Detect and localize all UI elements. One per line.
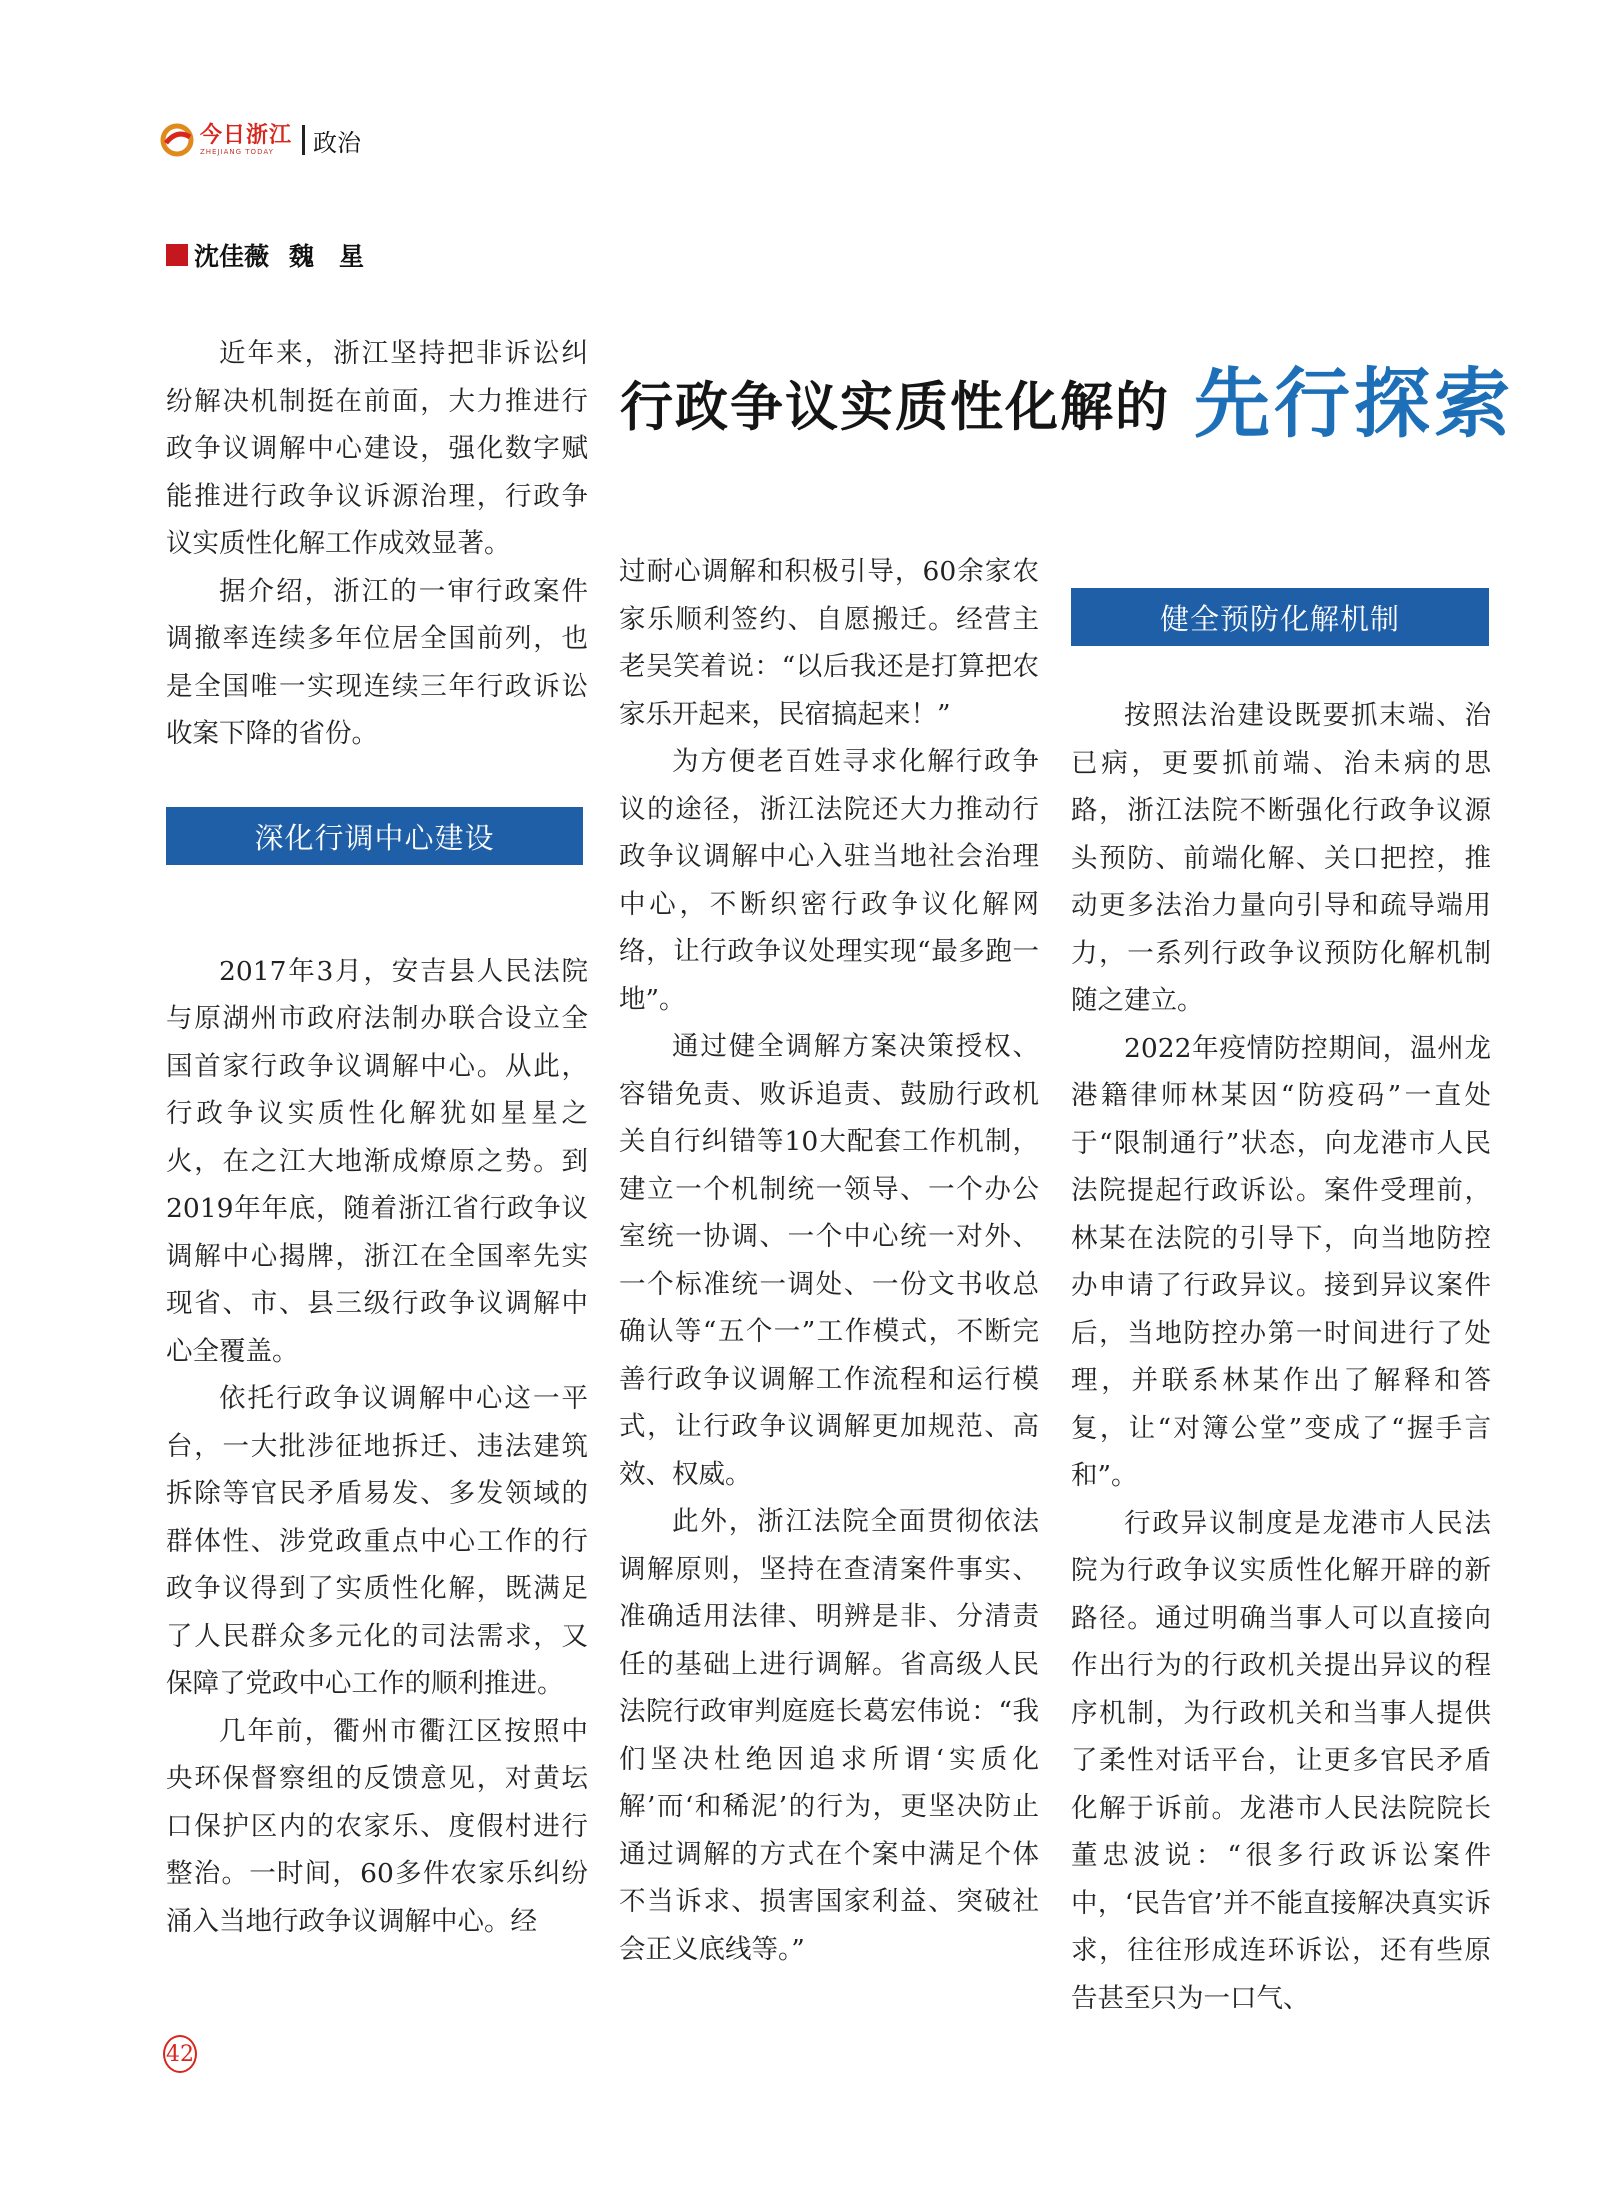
paragraph: 过耐心调解和积极引导，60余家农家乐顺利签约、自愿搬迁。经营主老吴笑着说：“以后我还是打算把农家乐开起来，民宿搞起来！” — [619, 556, 1039, 730]
paragraph: 此外，浙江法院全面贯彻依法调解原则，坚持在查清案件事实、准确适用法律、明辨是非、分清责任的基础上进行调解。省高级人民法院行政审判庭庭长葛宏伟说：“我们坚决杜绝因追求所谓‘实质化解’而‘和稀泥’的行为，更坚决防止通过调解的方式在个案中满足个体不当诉求、损害国家利益、突破社会正义底线等。” — [619, 1506, 1039, 1965]
column-2 — [619, 548, 1039, 1973]
magazine-logo — [160, 123, 292, 157]
section-heading-2: 健全预防化解机制 — [1071, 588, 1489, 646]
title-accent: 先行探索 — [1194, 359, 1514, 448]
section-name: 政治 — [313, 128, 362, 157]
logo-text — [200, 124, 292, 156]
paragraph: 通过健全调解方案决策授权、容错免责、败诉追责、鼓励行政机关自行纠错等10大配套工作机制，建立一个机制统一领导、一个办公室统一协调、一个中心统一对外、一个标准统一调处、一份文书收总确认等“五个一”工作模式，不断完善行政争议调解工作流程和运行模式，让行政争议调解更加规范、高效、权威。 — [619, 1031, 1039, 1490]
logo-subtitle: ZHEJIANG TODAY — [200, 148, 274, 156]
paragraph: 为方便老百姓寻求化解行政争议的途径，浙江法院还大力推动行政争议调解中心入驻当地社会治理中心，不断织密行政争议化解网络，让行政争议处理实现“最多跑一地”。 — [619, 746, 1039, 1015]
paragraph: 据介绍，浙江的一审行政案件调撤率连续多年位居全国前列，也是全国唯一实现连续三年行政诉讼收案下降的省份。 — [166, 575, 588, 749]
paragraph: 几年前，衢州市衢江区按照中央环保督察组的反馈意见，对黄坛口保护区内的农家乐、度假村进行整治。一时间，60多件农家乐纠纷涌入当地行政争议调解中心。经 — [166, 1715, 588, 1937]
column-3 — [1071, 692, 1491, 2022]
page-number: 42 — [163, 2035, 197, 2073]
section-heading-1: 深化行调中心建设 — [166, 807, 583, 865]
magazine-header — [160, 118, 361, 162]
paragraph: 按照法治建设既要抓末端、治已病，更要抓前端、治未病的思路，浙江法院不断强化行政争议源头预防、前端化解、关口把控，推动更多法治力量向引导和疏导端用力，一系列行政争议预防化解机制随之建立。 — [1071, 700, 1491, 1016]
title-main: 行政争议实质性化解的 — [620, 376, 1170, 438]
header-divider — [302, 125, 305, 155]
author-name: 沈佳薇 — [194, 242, 270, 271]
byline-square-icon — [166, 244, 188, 266]
logo-swirl-icon — [160, 123, 194, 157]
article-title — [620, 352, 1514, 448]
paragraph: 近年来，浙江坚持把非诉讼纠纷解决机制挺在前面，大力推进行政争议调解中心建设，强化数字赋能推进行政争议诉源治理，行政争议实质性化解工作成效显著。 — [166, 338, 588, 559]
paragraph: 2017年3月，安吉县人民法院与原湖州市政府法制办联合设立全国首家行政争议调解中心。从此，行政争议实质性化解犹如星星之火，在之江大地渐成燎原之势。到2019年年底，随着浙江省行政争议调解中心揭牌，浙江在全国率先实现省、市、县三级行政争议调解中心全覆盖。 — [166, 955, 588, 1367]
paragraph: 依托行政争议调解中心这一平台，一大批涉征地拆迁、违法建筑拆除等官民矛盾易发、多发领域的群体性、涉党政重点中心工作的行政争议得到了实质性化解，既满足了人民群众多元化的司法需求，又保障了党政中心工作的顺利推进。 — [166, 1383, 588, 1699]
logo-title: 今日浙江 — [200, 122, 293, 148]
author-name: 魏 星 — [289, 242, 365, 271]
paragraph: 行政异议制度是龙港市人民法院为行政争议实质性化解开辟的新路径。通过明确当事人可以直接向作出行为的行政机关提出异议的程序机制，为行政机关和当事人提供了柔性对话平台，让更多官民矛盾化解于诉前。龙港市人民法院院长董忠波说：“很多行政诉讼案件中，‘民告官’并不能直接解决真实诉求，往往形成连环诉讼，还有些原告甚至只为一口气、 — [1071, 1507, 1491, 2014]
paragraph: 2022年疫情防控期间，温州龙港籍律师林某因“防疫码”一直处于“限制通行”状态，向龙港市人民法院提起行政诉讼。案件受理前，林某在法院的引导下，向当地防控办申请了行政异议。接到异议案件后，当地防控办第一时间进行了处理，并联系林某作出了解释和答复，让“对簿公堂”变成了“握手言和”。 — [1071, 1032, 1491, 1491]
column-1 — [166, 330, 588, 1945]
byline — [166, 237, 364, 273]
